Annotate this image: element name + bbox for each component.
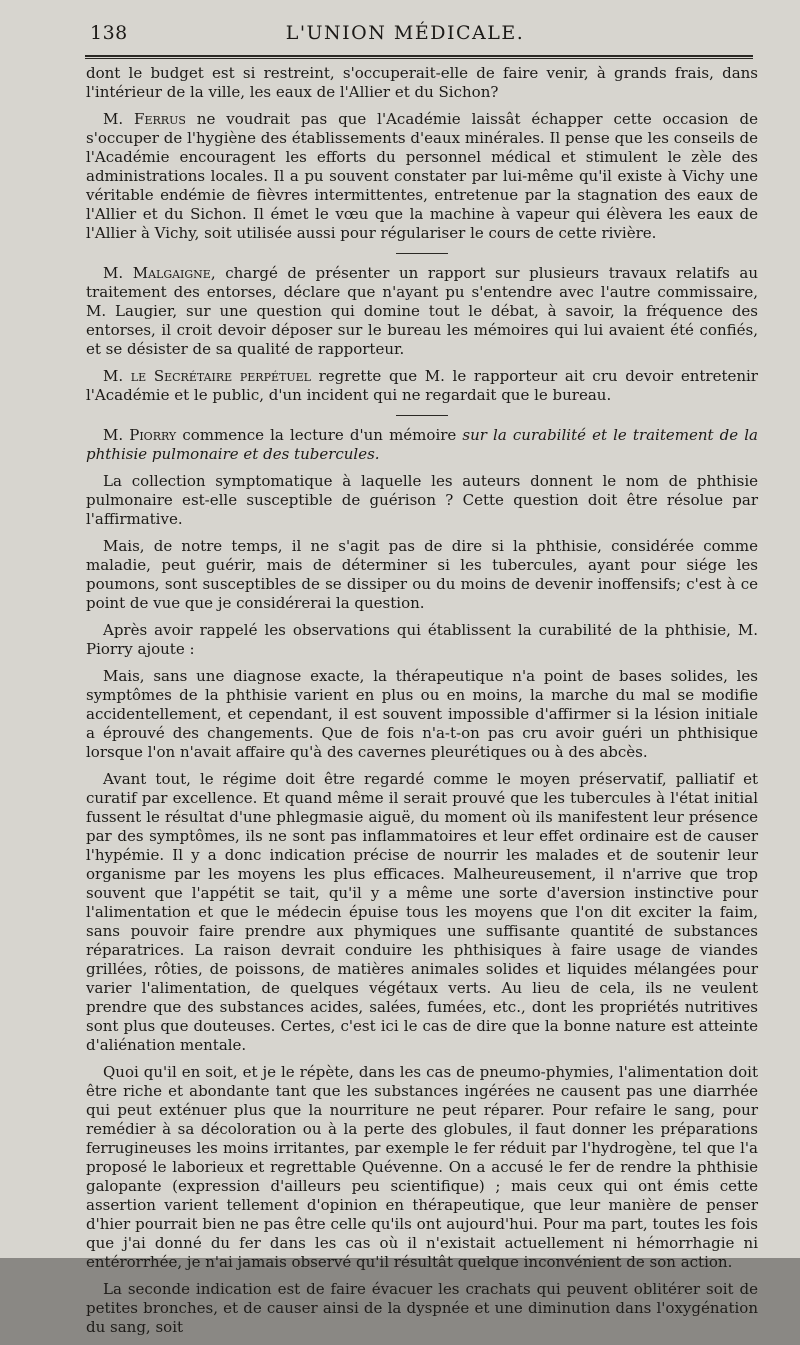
speaker-name: M. Malgaigne bbox=[103, 264, 211, 282]
paragraph: Mais, de notre temps, il ne s'agit pas de dire si la phthisie, considérée comme maladie, peut guérir, mais de déterminer si les tubercules, ayant pour siége les poumons, sont susceptibles de se dissiper ou du moins de devenir inoffensifs; c'est à ce point de vue que je considérerai la question. bbox=[86, 537, 758, 612]
speaker-name: M. le Secrétaire perpétuel bbox=[103, 367, 311, 385]
paragraph bbox=[86, 110, 758, 243]
paragraph-text: commence la lecture d'un mémoire bbox=[176, 426, 463, 444]
paragraph bbox=[86, 264, 758, 359]
paragraph: La seconde indication est de faire évacuer les crachats qui peuvent oblitérer soit de petites bronches, et de causer ainsi de la dyspnée et une diminution dans l'oxygénation du sang, soit bbox=[86, 1280, 758, 1336]
paragraph bbox=[86, 367, 758, 405]
memoir-title: sur la curabilité et le traitement de la phthisie pulmonaire et des tubercules. bbox=[86, 426, 759, 463]
paragraph-text: , chargé de présenter un rapport sur plusieurs travaux relatifs au traitement des entorses, déclare que n'ayant pu s'entendre avec l'autre commissaire, M. Laugier, sur une question qui domine tout le débat, à savoir, la fréquence des entorses, il croit devoir déposer sur le bureau les mémoires qui lui avaient été confiés, et se désister de sa qualité de rapporteur. bbox=[86, 264, 758, 358]
page-header bbox=[60, 20, 750, 50]
paragraph bbox=[86, 426, 758, 464]
page-number: 138 bbox=[90, 22, 128, 44]
article-body bbox=[86, 64, 758, 1345]
header-rule bbox=[85, 55, 753, 57]
running-title: L'UNION MÉDICALE. bbox=[285, 22, 525, 44]
paragraph-text: ne voudrait pas que l'Académie laissât échapper cette occasion de s'occuper de l'hygiène des établissements d'eaux minérales. Il pense que les conseils de l'Académie encouragent les efforts du personnel médical et stimulent le zèle des administrations locales. Il a pu souvent constater par lui-même qu'il existe à Vichy une véritable endémie de fièvres intermittentes, entretenue par la stagnation des eaux de l'Allier et du Sichon. Il émet le vœu que la machine à vapeur qui élèvera les eaux de l'Allier à Vichy, soit utilisée aussi pour régulariser le cours de cette rivière. bbox=[86, 110, 759, 242]
header-rule-thin bbox=[85, 58, 753, 59]
paragraph: Avant tout, le régime doit être regardé comme le moyen préservatif, palliatif et curatif par excellence. Et quand même il serait prouvé que les tubercules à l'état initial fussent le résultat d'une phlegmasie aiguë, du moment où ils manifestent leur présence par des symptômes, ils ne sont pas inflammatoires et leur effet ordinaire est de causer l'hypémie. Il y a donc indication précise de nourrir les malades et de soutenir leur organisme par les moyens les plus efficaces. Malheureusement, il n'arrive que trop souvent que l'appétit se tait, qu'il y a même une sorte d'aversion instinctive pour l'alimentation et que le médecin épuise tous les moyens que l'on dit exciter la faim, sans pouvoir faire prendre aux phymiques une suffisante quantité de substances réparatrices. La raison devrait conduire les phthisiques à faire usage de viandes grillées, rôties, de poissons, de matières animales solides et liquides mélangées pour varier l'alimentation, de quelques végétaux verts. Au lieu de cela, ils ne veulent prendre que des substances acides, salées, fumées, etc., dont les propriétés nutritives sont plus que douteuses. Certes, c'est ici le cas de dire que la bonne nature est atteinte d'aliénation mentale. bbox=[86, 770, 758, 1054]
paragraph-text: regrette que M. le rapporteur ait cru devoir entretenir l'Académie et le public, d'un incident qui ne regardait que le bureau. bbox=[86, 367, 758, 404]
paragraph: Après avoir rappelé les observations qui établissent la curabilité de la phthisie, M. Piorry ajoute : bbox=[86, 621, 758, 658]
paragraph: Quoi qu'il en soit, et je le répète, dans les cas de pneumo-phymies, l'alimentation doit être riche et abondante tant que les substances ingérées ne causent pas une diarrhée qui peut exténuer plus que la nourriture ne peut réparer. Pour refaire le sang, pour remédier à sa décoloration ou à la perte des globules, il faut donner les préparations ferrugineuses les moins irritantes, par exemple le fer réduit par l'hydrogène, tel que l'a proposé le laborieux et regrettable Quévenne. On a accusé le fer de rendre la phthisie galopante (expression d'ailleurs peu scientifique) ; mais ceux qui ont émis cette assertion varient tellement d'opinion en thérapeutique, que leur manière de penser d'hier pourrait bien ne pas être celle qu'ils ont aujourd'hui. Pour ma part, toutes les fois que j'ai donné du fer dans les cas où il n'existait actuellement ni hémorrhagie ni entérorrhée, je n'ai jamais observé qu'il résultât quelque inconvénient de son action. bbox=[86, 1063, 758, 1271]
section-separator bbox=[396, 253, 448, 254]
paragraph: Mais, sans une diagnose exacte, la thérapeutique n'a point de bases solides, les symptômes de la phthisie varient en plus ou en moins, la marche du mal se modifie accidentellement, et cependant, il est souvent impossible d'affirmer si la lésion initiale a éprouvé des changements. Que de fois n'a-t-on pas cru avoir guéri un phthisique lorsque l'on n'avait affaire qu'à des cavernes pleurétiques ou à des abcès. bbox=[86, 667, 758, 761]
paragraph: dont le budget est si restreint, s'occuperait-elle de faire venir, à grands frais, dans l'intérieur de la ville, les eaux de l'Allier et du Sichon? bbox=[86, 64, 758, 101]
paragraph: La collection symptomatique à laquelle les auteurs donnent le nom de phthisie pulmonaire est-elle susceptible de guérison ? Cette question doit être résolue par l'affirmative. bbox=[86, 472, 758, 528]
section-separator bbox=[396, 415, 448, 416]
speaker-name: M. Ferrus bbox=[103, 110, 186, 128]
speaker-name: M. Piorry bbox=[103, 426, 177, 444]
